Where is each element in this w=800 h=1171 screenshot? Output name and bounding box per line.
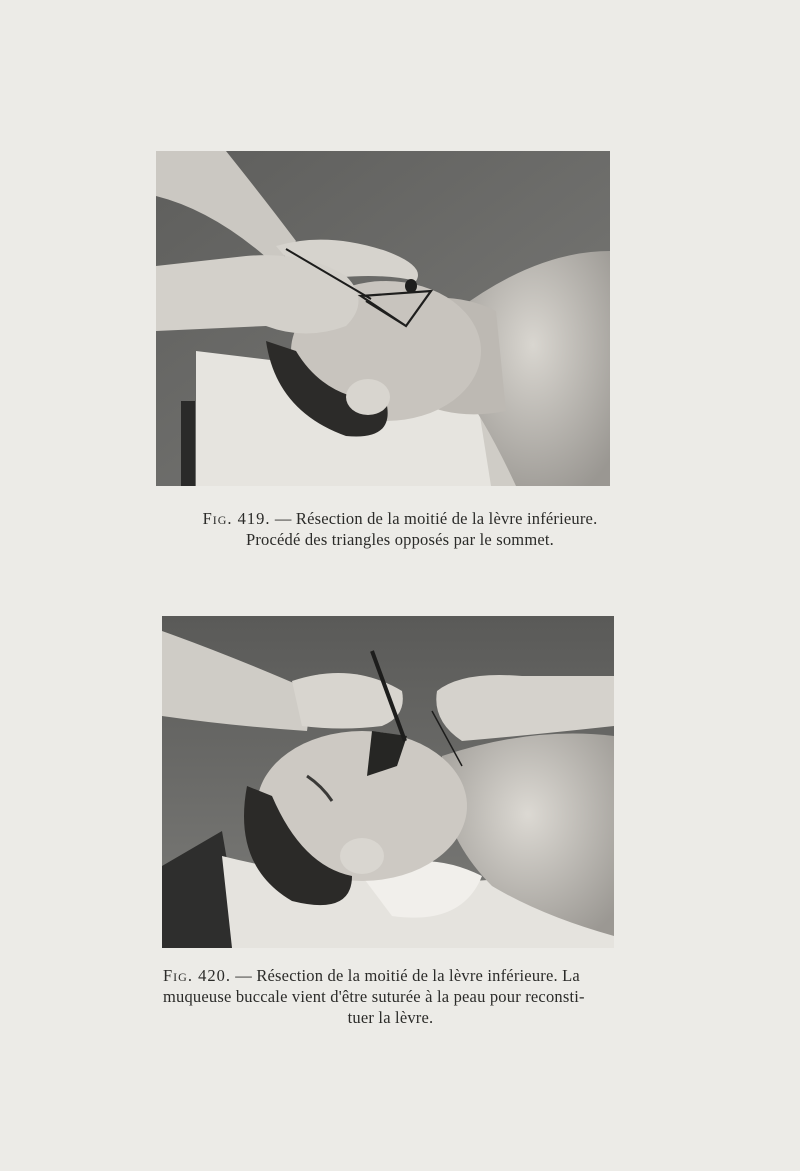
- figure-419-caption-line1: — Résection de la moitié de la lèvre inférieure.: [274, 509, 598, 528]
- figure-419-label: Fig. 419.: [202, 509, 271, 528]
- figure-420-label: Fig. 420.: [163, 966, 231, 985]
- figure-420-caption-line1: — Résection de la moitié de la lèvre inférieure. La: [235, 966, 580, 985]
- figure-419-photo: [156, 151, 610, 486]
- figure-420-photo: [162, 616, 614, 948]
- figure-420-caption-line2: muqueuse buccale vient d'être suturée à la peau pour reconsti-: [163, 987, 585, 1006]
- figure-420-caption-line3: tuer la lèvre.: [347, 1008, 434, 1027]
- figure-420-caption: [163, 965, 618, 1028]
- figure-419-caption: [180, 508, 620, 550]
- figure-419-caption-line2: Procédé des triangles opposés par le sommet.: [245, 530, 554, 549]
